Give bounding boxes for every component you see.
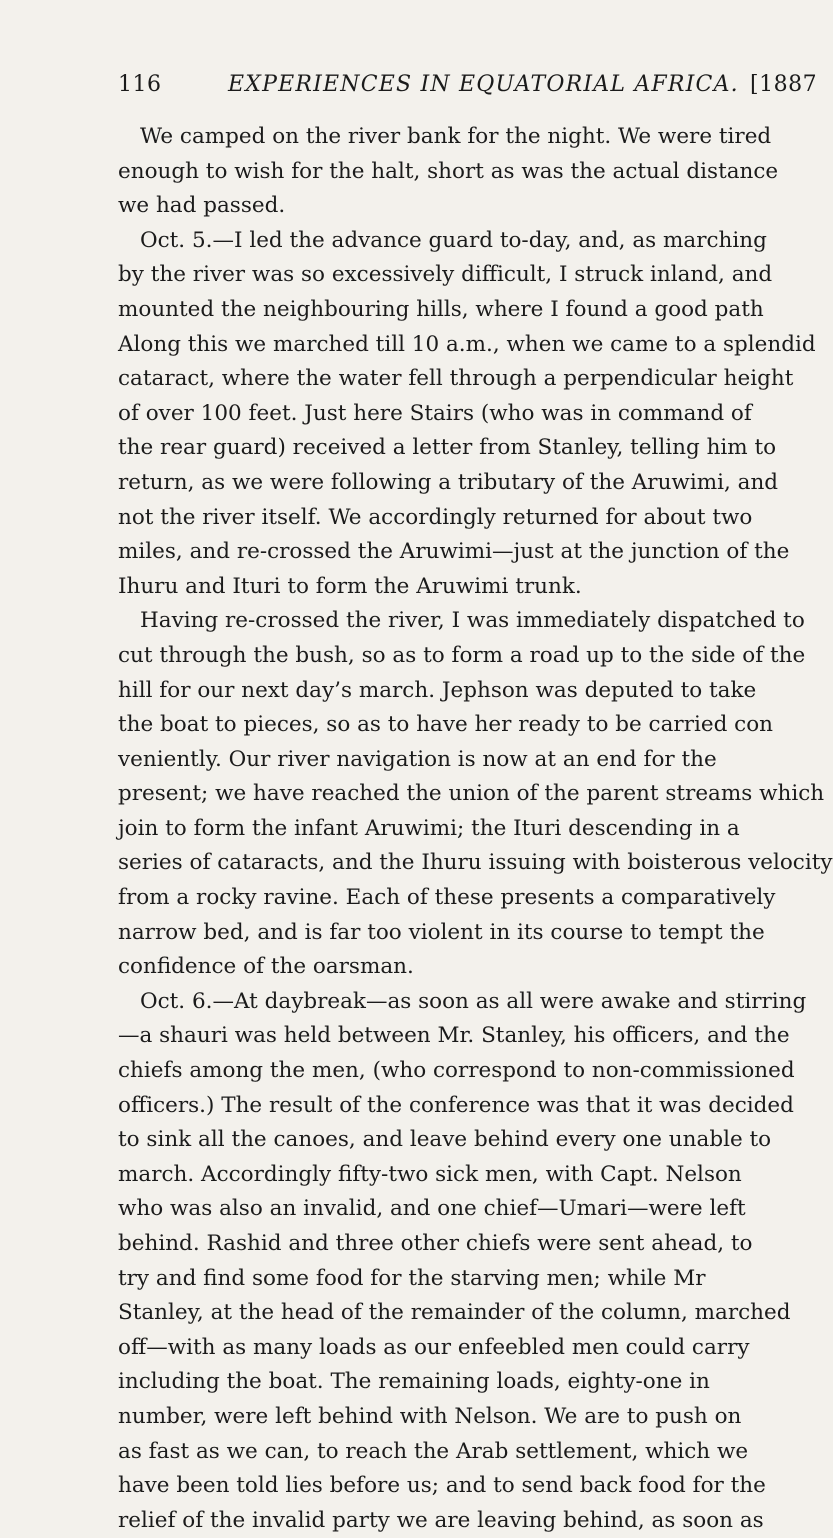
text-line: including the boat. The remaining loads, eighty-one in xyxy=(118,1369,710,1395)
text-line: miles, and re-crossed the Aruwimi—just at the junction of the xyxy=(118,539,790,565)
header-year: [1887 xyxy=(750,72,818,97)
running-header xyxy=(118,72,818,112)
text-line: the rear guard) received a letter from Stanley, telling him to xyxy=(118,435,777,461)
running-title: EXPERIENCES IN EQUATORIAL AFRICA. xyxy=(228,72,739,97)
text-line: who was also an invalid, and one chief—Umari—were left xyxy=(118,1196,746,1222)
text-line: We camped on the river bank for the night. We were tired xyxy=(140,124,772,149)
text-line: number, were left behind with Nelson. We are to push on xyxy=(118,1403,742,1429)
text-line: of over 100 feet. Just here Stairs (who was in command of xyxy=(118,400,752,426)
text-line: by the river was so excessively difficult, I struck inland, and xyxy=(118,262,773,288)
text-line: to sink all the canoes, and leave behind every one unable to xyxy=(118,1127,772,1153)
text-line: have been told lies before us; and to send back food for the xyxy=(118,1473,766,1499)
text-line: return, as we were following a tributary of the Aruwimi, and xyxy=(118,469,779,495)
text-line: Ihuru and Ituri to form the Aruwimi trunk. xyxy=(118,573,582,599)
text-line: join to form the infant Aruwimi; the Ituri descending in a xyxy=(118,815,740,841)
text-line: march. Accordingly fifty-two sick men, with Capt. Nelson xyxy=(118,1161,742,1187)
text-line: mounted the neighbouring hills, where I found a good path xyxy=(118,296,764,322)
text-line: as fast as we can, to reach the Arab settlement, which we xyxy=(118,1438,749,1464)
text-line: not the river itself. We accordingly returned for about two xyxy=(118,504,753,530)
text-line: narrow bed, and is far too violent in its course to tempt the xyxy=(118,919,765,945)
text-line: veniently. Our river navigation is now at an end for the xyxy=(118,746,717,772)
text-line: we had passed. xyxy=(118,193,286,219)
text-line: chiefs among the men, (who correspond to non-commissioned xyxy=(118,1058,795,1084)
text-line: Oct. 6.—At daybreak—as soon as all were awake and stirring xyxy=(140,988,807,1014)
text-line: the boat to pieces, so as to have her ready to be carried con xyxy=(118,712,774,738)
text-line: cataract, where the water fell through a perpendicular height xyxy=(118,366,794,392)
text-line: relief of the invalid party we are leaving behind, as soon as xyxy=(118,1507,764,1533)
text-line: present; we have reached the union of the parent streams which xyxy=(118,781,825,807)
text-line: Having re-crossed the river, I was immediately dispatched to xyxy=(140,608,805,634)
text-line: confidence of the oarsman. xyxy=(118,954,414,980)
text-line: Along this we marched till 10 a.m., when we came to a splendid xyxy=(118,331,816,357)
text-line: try and find some food for the starving men; while Mr xyxy=(118,1265,706,1291)
text-line: officers.) The result of the conference was that it was decided xyxy=(118,1092,794,1118)
text-line: —a shauri was held between Mr. Stanley, his officers, and the xyxy=(118,1023,790,1049)
text-line: cut through the bush, so as to form a road up to the side of the xyxy=(118,642,806,668)
text-line: Oct. 5.—I led the advance guard to-day, and, as marching xyxy=(140,227,767,253)
text-line: Stanley, at the head of the remainder of the column, marched xyxy=(118,1300,791,1326)
text-line: enough to wish for the halt, short as was the actual distance xyxy=(118,158,779,184)
text-line: series of cataracts, and the Ihuru issuing with boisterous velocity xyxy=(118,850,833,876)
text-line: off—with as many loads as our enfeebled men could carry xyxy=(118,1334,750,1360)
text-line: behind. Rashid and three other chiefs were sent ahead, to xyxy=(118,1231,753,1256)
text-line: hill for our next day’s march. Jephson was deputed to take xyxy=(118,677,757,703)
body-text xyxy=(118,120,833,1538)
page-number: 116 xyxy=(118,72,162,97)
text-line: from a rocky ravine. Each of these presents a comparatively xyxy=(118,885,776,911)
